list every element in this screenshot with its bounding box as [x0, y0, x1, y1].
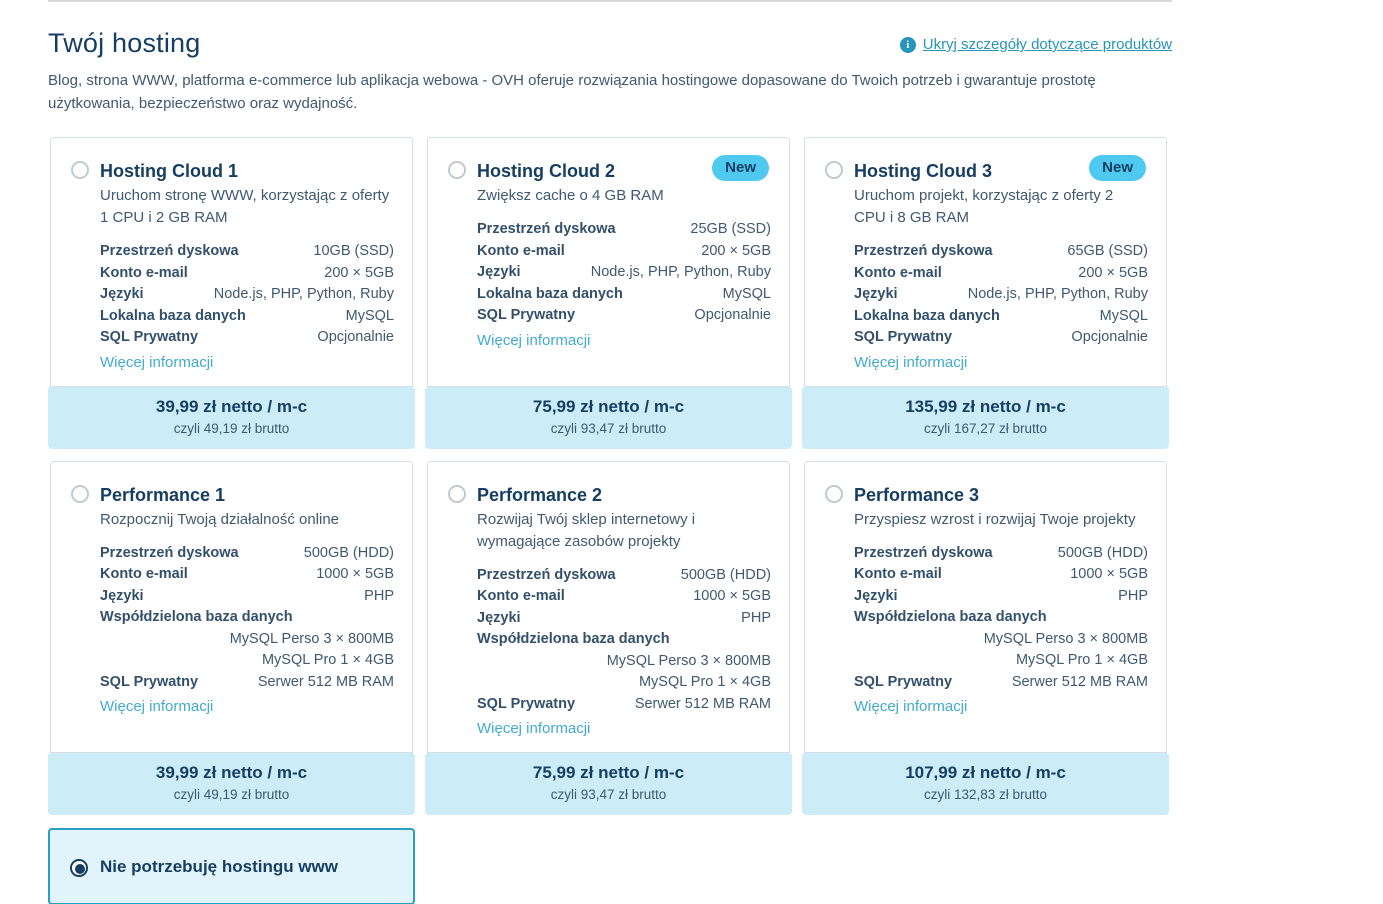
- more-info-link[interactable]: Więcej informacji: [477, 331, 591, 349]
- spec-row: [477, 262, 771, 284]
- plan-radio[interactable]: [71, 485, 89, 503]
- spec-value: 200 × 5GB: [324, 264, 394, 281]
- plan-specs: [854, 241, 1148, 349]
- spec-value: Serwer 512 MB RAM: [257, 673, 394, 690]
- plan-title: Performance 1: [100, 484, 226, 505]
- spec-row: [854, 263, 1148, 285]
- spec-value: Opcjonalnie: [317, 329, 394, 345]
- spec-value: PHP: [741, 609, 771, 626]
- spec-label: Przestrzeń dyskowa: [477, 566, 616, 583]
- spec-value: 500GB (HDD): [1057, 544, 1148, 561]
- more-info-link[interactable]: Więcej informacji: [100, 353, 214, 371]
- spec-value: 200 × 5GB: [1078, 264, 1148, 281]
- spec-value: Serwer 512 MB RAM: [1011, 673, 1148, 690]
- spec-label: SQL Prywatny: [477, 695, 576, 712]
- spec-row: [100, 263, 394, 285]
- spec-row: [854, 650, 1148, 672]
- no-hosting-radio[interactable]: [70, 859, 88, 877]
- spec-row: [854, 306, 1148, 328]
- spec-label: Konto e-mail: [854, 264, 942, 281]
- spec-label: Przestrzeń dyskowa: [100, 243, 239, 259]
- spec-label: Konto e-mail: [100, 566, 188, 582]
- spec-row: [100, 543, 394, 565]
- spec-row: [477, 586, 771, 608]
- spec-label: SQL Prywatny: [100, 673, 199, 690]
- spec-label: Języki: [100, 587, 144, 604]
- spec-value: MySQL Pro 1 × 4GB: [638, 674, 771, 690]
- spec-row: [854, 564, 1148, 586]
- spec-row: [854, 543, 1148, 565]
- spec-row: [100, 327, 394, 349]
- plan-specs: [100, 543, 394, 694]
- spec-row: [854, 241, 1148, 263]
- spec-value: 25GB (SSD): [690, 221, 771, 237]
- spec-label: Przestrzeń dyskowa: [854, 544, 993, 561]
- plan-card-body: [427, 461, 790, 754]
- plan-radio[interactable]: [448, 161, 466, 179]
- spec-value: PHP: [364, 587, 394, 604]
- spec-label: Przestrzeń dyskowa: [854, 243, 993, 259]
- spec-value: MySQL Pro 1 × 4GB: [261, 652, 394, 668]
- spec-value: 1000 × 5GB: [693, 588, 771, 604]
- plan-card[interactable]: [48, 137, 415, 449]
- info-icon: i: [900, 37, 916, 53]
- page-title: Twój hosting: [48, 28, 201, 58]
- spec-row: [100, 586, 394, 608]
- plan-price-footer: [425, 387, 792, 449]
- plan-price-footer: [48, 387, 415, 449]
- spec-value: 65GB (SSD): [1067, 243, 1148, 259]
- spec-label: Lokalna baza danych: [477, 285, 623, 302]
- spec-label: Przestrzeń dyskowa: [100, 544, 239, 561]
- spec-row: [477, 219, 771, 241]
- spec-row: [100, 284, 394, 306]
- spec-row: [100, 650, 394, 672]
- plan-title: Performance 3: [854, 484, 980, 505]
- spec-value: MySQL: [1099, 307, 1148, 324]
- spec-row: [100, 672, 394, 694]
- price-net: 39,99 zł netto / m-c: [155, 396, 308, 416]
- spec-row: [854, 607, 1148, 629]
- spec-value: MySQL: [722, 285, 771, 302]
- spec-label: Języki: [477, 609, 521, 626]
- spec-row: [477, 241, 771, 263]
- spec-label: Konto e-mail: [854, 566, 942, 582]
- spec-label: Lokalna baza danych: [854, 307, 1000, 324]
- spec-row: [854, 586, 1148, 608]
- price-net: 75,99 zł netto / m-c: [532, 396, 685, 416]
- plan-card[interactable]: [425, 461, 792, 816]
- spec-row: [100, 629, 394, 651]
- price-net: 75,99 zł netto / m-c: [532, 763, 685, 782]
- no-hosting-option[interactable]: [48, 828, 415, 904]
- price-gross: czyli 49,19 zł brutto: [173, 420, 290, 436]
- plan-title: Hosting Cloud 2: [477, 161, 615, 181]
- plan-description: Uruchom stronę WWW, korzystając z oferty 1 CPU i 2 GB RAM: [100, 187, 390, 226]
- new-badge: New: [712, 155, 769, 181]
- plans-grid: [48, 137, 1172, 815]
- price-net: 39,99 zł netto / m-c: [155, 763, 308, 782]
- spec-label: Konto e-mail: [477, 588, 565, 604]
- plan-description: Rozwijaj Twój sklep internetowy i wymagające zasobów projekty: [477, 510, 696, 550]
- spec-value: PHP: [1118, 587, 1148, 604]
- spec-row: [477, 565, 771, 587]
- spec-value: MySQL: [345, 307, 394, 324]
- price-net: 135,99 zł netto / m-c: [905, 396, 1066, 416]
- plan-card[interactable]: [802, 461, 1169, 816]
- no-hosting-label: Nie potrzebuję hostingu www: [100, 856, 338, 876]
- plan-card-body: [427, 137, 790, 387]
- spec-value: MySQL Perso 3 × 800MB: [606, 652, 771, 669]
- spec-value: [301, 607, 394, 629]
- spec-row: [854, 327, 1148, 349]
- more-info-link[interactable]: Więcej informacji: [477, 720, 591, 737]
- spec-row: [854, 629, 1148, 651]
- spec-value: 500GB (HDD): [303, 544, 394, 561]
- spec-label: SQL Prywatny: [854, 673, 953, 690]
- spec-label: SQL Prywatny: [854, 329, 953, 345]
- price-gross: czyli 49,19 zł brutto: [173, 787, 290, 802]
- spec-label: Języki: [854, 286, 898, 302]
- spec-value: 1000 × 5GB: [316, 566, 394, 582]
- plan-card-body: [804, 137, 1167, 387]
- plan-price-footer: [802, 387, 1169, 449]
- price-gross: czyli 93,47 zł brutto: [550, 420, 667, 436]
- spec-row: [477, 608, 771, 630]
- hosting-section: [48, 0, 1172, 904]
- section-subtitle: Blog, strona WWW, platforma e-commerce lub aplikacja webowa - OVH oferuje rozwiązania hostingowe dopasowane do Twoich potrzeb i gwarantuje prostotę użytkowania, bezpieczeństwo oraz wydajność.: [48, 72, 1096, 112]
- spec-row: [477, 284, 771, 306]
- spec-value: MySQL Perso 3 × 800MB: [229, 630, 394, 647]
- plan-specs: [477, 565, 771, 716]
- spec-row: [477, 305, 771, 327]
- price-gross: czyli 132,83 zł brutto: [923, 787, 1048, 802]
- spec-value: Node.js, PHP, Python, Ruby: [967, 286, 1148, 302]
- plan-description: Zwiększ cache o 4 GB RAM: [477, 187, 664, 204]
- plan-price-footer: [48, 753, 415, 815]
- plan-title: Hosting Cloud 1: [100, 161, 238, 181]
- plan-price-footer: [802, 753, 1169, 815]
- price-gross: czyli 167,27 zł brutto: [923, 420, 1048, 436]
- spec-label: Języki: [477, 264, 521, 280]
- plan-card[interactable]: [425, 137, 792, 449]
- spec-value: 200 × 5GB: [701, 242, 771, 259]
- plan-radio[interactable]: [825, 161, 843, 179]
- plan-card-body: [50, 461, 413, 754]
- spec-row: [477, 672, 771, 694]
- hide-product-details-label: Ukryj szczegóły dotyczące produktów: [922, 36, 1172, 53]
- spec-label: Współdzielona baza danych: [100, 609, 293, 625]
- spec-row: [854, 284, 1148, 306]
- plan-specs: [854, 543, 1148, 694]
- spec-value: 500GB (HDD): [680, 566, 771, 583]
- plan-description: Przyspiesz wzrost i rozwijaj Twoje projekty: [854, 510, 1136, 528]
- spec-row: [100, 607, 394, 629]
- plan-radio[interactable]: [825, 485, 843, 503]
- spec-label: Współdzielona baza danych: [477, 631, 670, 647]
- plan-title: Hosting Cloud 3: [854, 161, 992, 181]
- section-header: [48, 28, 1172, 59]
- spec-label: Przestrzeń dyskowa: [477, 221, 616, 237]
- plan-card[interactable]: [802, 137, 1169, 449]
- spec-row: [100, 241, 394, 263]
- more-info-link[interactable]: Więcej informacji: [854, 353, 968, 371]
- plan-radio[interactable]: [448, 485, 466, 503]
- plan-price-footer: [425, 753, 792, 815]
- spec-value: Opcjonalnie: [694, 307, 771, 323]
- spec-label: Języki: [100, 286, 144, 302]
- spec-row: [477, 651, 771, 673]
- spec-label: Konto e-mail: [477, 242, 565, 259]
- spec-value: Node.js, PHP, Python, Ruby: [213, 286, 394, 302]
- spec-row: [854, 672, 1148, 694]
- spec-label: Konto e-mail: [100, 264, 188, 281]
- spec-label: SQL Prywatny: [100, 329, 199, 345]
- plan-specs: [477, 219, 771, 327]
- plan-radio[interactable]: [71, 161, 89, 179]
- new-badge: New: [1089, 155, 1146, 181]
- spec-label: Lokalna baza danych: [100, 307, 246, 324]
- spec-label: SQL Prywatny: [477, 307, 576, 323]
- spec-value: 10GB (SSD): [313, 243, 394, 259]
- spec-value: MySQL Pro 1 × 4GB: [1015, 652, 1148, 668]
- price-net: 107,99 zł netto / m-c: [905, 763, 1066, 782]
- spec-label: Języki: [854, 587, 898, 604]
- spec-value: MySQL Perso 3 × 800MB: [983, 630, 1148, 647]
- spec-row: [100, 306, 394, 328]
- plan-card[interactable]: [48, 461, 415, 816]
- spec-value: [1055, 607, 1148, 629]
- plan-description: Rozpocznij Twoją działalność online: [100, 510, 340, 528]
- spec-value: Node.js, PHP, Python, Ruby: [590, 264, 771, 280]
- plan-card-body: [804, 461, 1167, 754]
- plan-card-body: [50, 137, 413, 387]
- more-info-link[interactable]: Więcej informacji: [854, 698, 968, 715]
- plan-description: Uruchom projekt, korzystając z oferty 2 CPU i 8 GB RAM: [854, 187, 1114, 226]
- plan-specs: [100, 241, 394, 349]
- more-info-link[interactable]: Więcej informacji: [100, 698, 214, 715]
- spec-label: Współdzielona baza danych: [854, 609, 1047, 625]
- price-gross: czyli 93,47 zł brutto: [550, 787, 667, 802]
- spec-row: [477, 694, 771, 716]
- spec-value: 1000 × 5GB: [1070, 566, 1148, 582]
- plan-title: Performance 2: [477, 484, 603, 505]
- hide-product-details-link[interactable]: [900, 36, 1172, 53]
- spec-row: [100, 564, 394, 586]
- spec-value: Serwer 512 MB RAM: [634, 695, 771, 712]
- spec-value: Opcjonalnie: [1071, 329, 1148, 345]
- spec-value: [678, 629, 771, 651]
- spec-row: [477, 629, 771, 651]
